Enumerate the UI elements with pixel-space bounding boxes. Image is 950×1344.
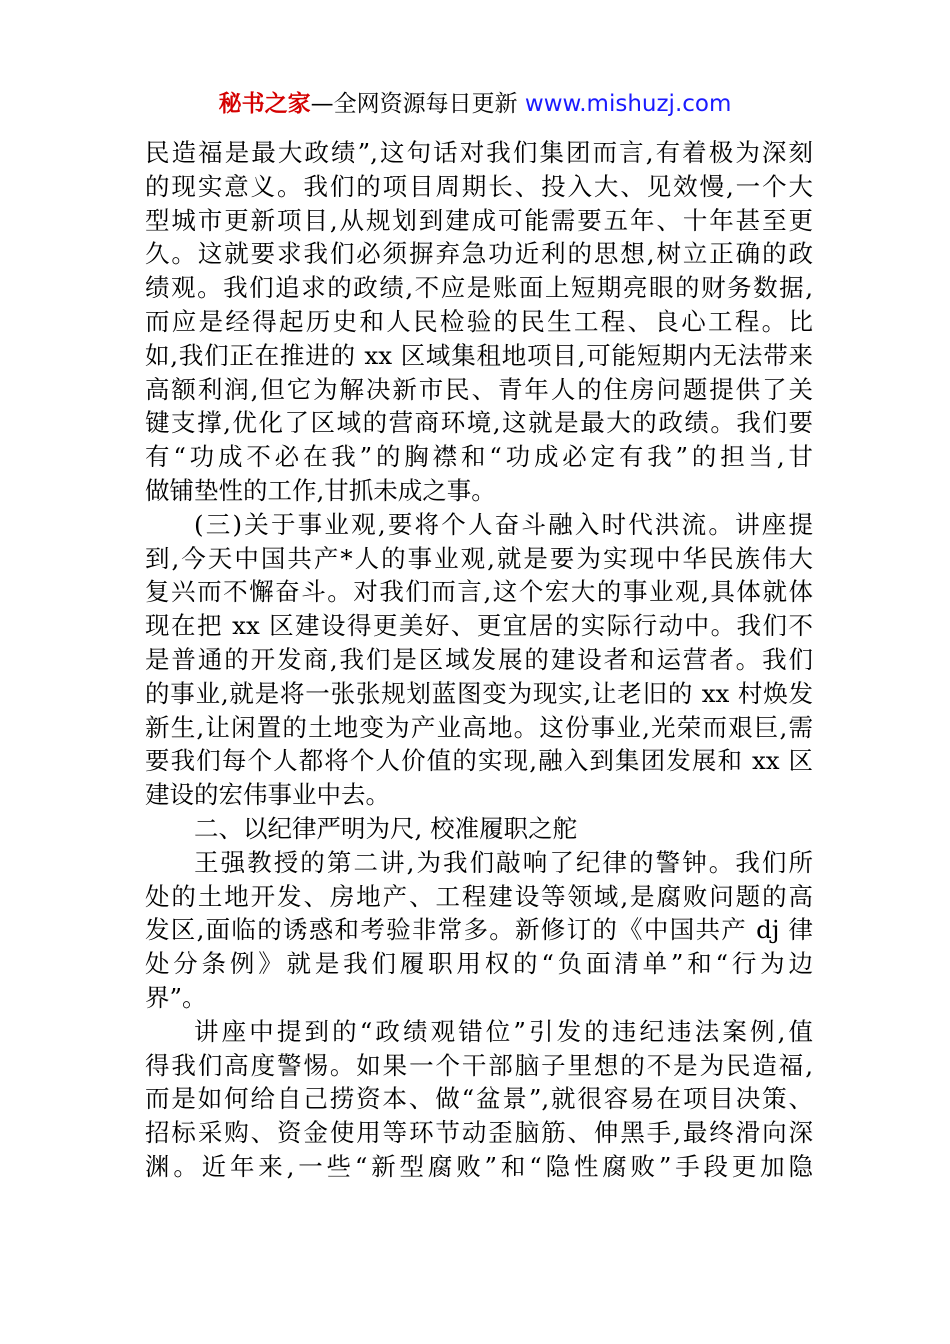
text-line: 讲座中提到的“政绩观错位”引发的违纪违法案例,值 — [194, 1016, 813, 1046]
page-header — [0, 88, 950, 120]
text-line: 的事业,就是将一张张规划蓝图变为现实,让老旧的 xx 村焕发 — [145, 678, 813, 708]
text-line: 要我们每个人都将个人价值的实现,融入到集团发展和 xx 区 — [145, 746, 813, 776]
text-line: 新生,让闲置的土地变为产业高地。这份事业,光荣而艰巨,需 — [145, 712, 813, 742]
website-link[interactable]: www.mishuzj.com — [524, 91, 732, 117]
text-line: 是普通的开发商,我们是区域发展的建设者和运营者。我们 — [145, 644, 813, 674]
text-line: 建设的宏伟事业中去。 — [145, 780, 390, 810]
text-line: 民造福是最大政绩”,这句话对我们集团而言,有着极为深刻 — [145, 138, 813, 167]
text-line: 型城市更新项目,从规划到建成可能需要五年、十年甚至更 — [145, 205, 813, 235]
text-line: 得我们高度警惕。如果一个干部脑子里想的不是为民造福, — [145, 1050, 813, 1080]
brand-name: 秘书之家 — [218, 91, 311, 117]
text-line: 处的土地开发、房地产、工程建设等领域,是腐败问题的高 — [145, 881, 813, 911]
text-line: 现在把 xx 区建设得更美好、更宜居的实际行动中。我们不 — [145, 611, 813, 641]
header-tagline: —全网资源每日更新 — [310, 91, 525, 117]
text-line: 复兴而不懈奋斗。对我们而言,这个宏大的事业观,具体就体 — [145, 577, 813, 607]
text-line: 有“功成不必在我”的胸襟和“功成必定有我”的担当,甘 — [145, 442, 813, 472]
text-line: 而应是经得起历史和人民检验的民生工程、良心工程。比 — [145, 306, 813, 336]
text-line: 处分条例》就是我们履职用权的“负面清单”和“行为边 — [145, 949, 813, 979]
text-line: 绩观。我们追求的政绩,不应是账面上短期亮眼的财务数据, — [145, 273, 813, 303]
text-line: 键支撑,优化了区域的营商环境,这就是最大的政绩。我们要 — [145, 408, 813, 438]
text-line: 的现实意义。我们的项目周期长、投入大、见效慢,一个大 — [145, 171, 813, 201]
text-line: 久。这就要求我们必须摒弃急功近利的思想,树立正确的政 — [145, 239, 813, 269]
text-line: 界”。 — [145, 982, 207, 1012]
text-line: (三)关于事业观,要将个人奋斗融入时代洪流。讲座提 — [194, 509, 813, 539]
document-body — [145, 136, 813, 1184]
text-line: 二、以纪律严明为尺, 校准履职之舵 — [194, 813, 578, 843]
text-line: 王强教授的第二讲,为我们敲响了纪律的警钟。我们所 — [194, 847, 813, 877]
text-line: 发区,面临的诱惑和考验非常多。新修订的《中国共产 dj 律 — [145, 915, 813, 945]
text-line: 而是如何给自己捞资本、做“盆景”,就很容易在项目决策、 — [145, 1084, 813, 1114]
text-line: 做铺垫性的工作,甘抓未成之事。 — [145, 475, 496, 505]
text-line: 如,我们正在推进的 xx 区域集租地项目,可能短期内无法带来 — [145, 340, 813, 370]
text-line: 到,今天中国共产*人的事业观,就是要为实现中华民族伟大 — [145, 543, 813, 573]
text-line: 招标采购、资金使用等环节动歪脑筋、伸黑手,最终滑向深 — [145, 1118, 813, 1148]
text-line: 高额利润,但它为解决新市民、青年人的住房问题提供了关 — [145, 374, 813, 404]
text-line: 渊。近年来,一些“新型腐败”和“隐性腐败”手段更加隐 — [145, 1151, 813, 1181]
